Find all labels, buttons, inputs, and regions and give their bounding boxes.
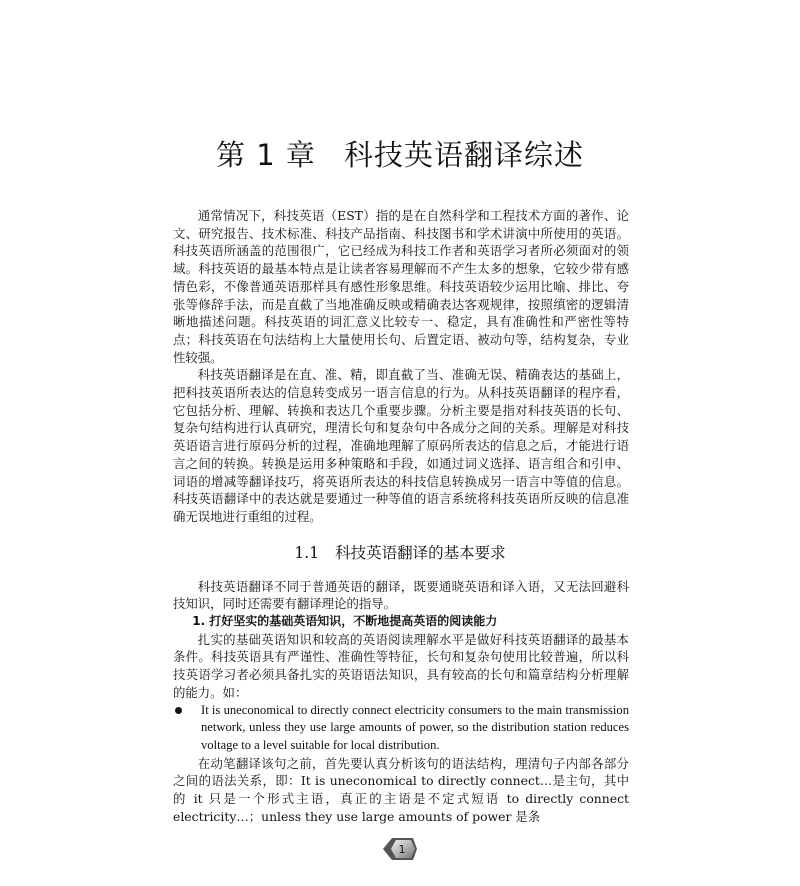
- section-title: 科技英语翻译的基本要求: [335, 543, 506, 562]
- page-footer: [0, 836, 800, 866]
- bullet-icon: [175, 707, 182, 714]
- chapter-heading: 科技英语翻译综述: [343, 138, 584, 172]
- intro-section: [173, 207, 629, 526]
- section-heading: [0, 542, 800, 564]
- paragraph: 通常情况下，科技英语（EST）指的是在自然科学和工程技术方面的著作、论文、研究报告、技术标准、科技产品指南、科技图书和学术讲演中所使用的英语。科技英语所涵盖的范围很广，它已经成为科技工作者和英语学习者所必须面对的领域。科技英语的最基本特点是让读者容易理解而不产生太多的想象，它较少带有感情色彩，不像普通英语那样具有感性形象思维。科技英语较少运用比喻、排比、夸张等修辞手法，而是直截了当地准确反映或精确表达客观规律，按照缜密的逻辑清晰地描述问题。科技英语的词汇意义比较专一、稳定，具有准确性和严密性等特点；科技英语在句法结构上大量使用长句、后置定语、被动句等，结构复杂，专业性较强。: [173, 208, 629, 365]
- subheading: 1. 打好坚实的基础英语知识，不断地提高英语的阅读能力: [192, 614, 498, 629]
- chapter-title: [0, 135, 800, 175]
- section-number: 1.1: [294, 543, 320, 562]
- paragraph: 扎实的基础英语知识和较高的英语阅读理解水平是做好科技英语翻译的最基本条件。科技英语具有严谨性、准确性等特征，长句和复杂句使用比较普遍，所以科技英语学习者必须具备扎实的英语语法知识，具有较高的长句和篇章结构分析理解的能力。如：: [173, 631, 629, 700]
- page-number: 1: [398, 842, 406, 856]
- paragraph: 科技英语翻译不同于普通英语的翻译，既要通晓英语和译入语，又无法回避科技知识，同时还需要有翻译理论的指导。: [173, 578, 629, 612]
- example-item: [173, 702, 629, 755]
- paragraph: 科技英语翻译是在直、准、精，即直截了当、准确无误、精确表达的基础上，把科技英语所表达的信息转变成另一语言信息的行为。从科技英语翻译的程序看，它包括分析、理解、转换和表达几个重要步骤。分析主要是指对科技英语的长句、复杂句结构进行认真研究，理清长句和复杂句中各成分之间的关系。理解是对科技英语语言进行原码分析的过程，准确地理解了原码所表达的信息之后，才能进行语言之间的转换。转换是运用多种策略和手段，如通过词义选择、语言组合和引申、词语的增减等翻译技巧，将英语所表达的科技信息转换成另一语言中等值的信息。科技英语翻译中的表达就是要通过一种等值的语言系统将科技英语所反映的信息准确无误地进行重组的过程。: [173, 367, 629, 524]
- example-text: It is uneconomical to directly connect electricity consumers to the main transmission network, unless they use large amounts of power, so the distribution station reduces voltage to a level suitable for local distribution.: [201, 702, 629, 752]
- chapter-number: 第 1 章: [216, 138, 316, 172]
- section-body: [173, 578, 629, 826]
- paragraph: 在动笔翻译该句之前，首先要认真分析该句的语法结构，理清句子内部各部分之间的语法关系，即：It is uneconomical to directly connect…是主句，其中的 it 只是一个形式主语，真正的主语是不定式短语 to directly connect electricity…；unless they use large amounts of power 是条: [173, 755, 629, 824]
- page-number-badge: [383, 836, 417, 862]
